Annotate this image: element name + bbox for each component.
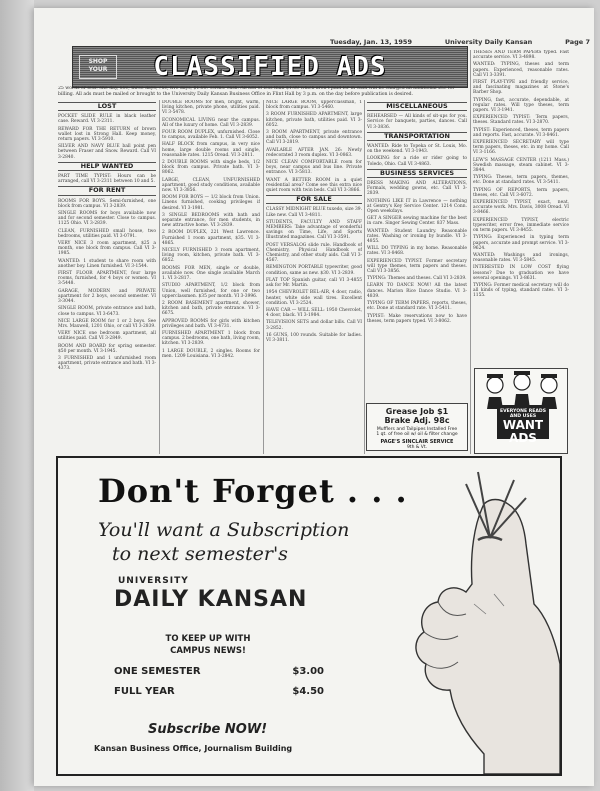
list-item: FLAT TOP Spanish guitar, call VI 3-4855 ask for Mr. Martin. bbox=[266, 277, 362, 289]
list-item: ROOMS FOR BOYS. Semi-furnished, one block from campus. VI 3-2839. bbox=[58, 198, 156, 209]
brake-price: Brake Adj. 98c bbox=[384, 416, 450, 425]
list-item: AVAILABLE AFTER JAN. 26: Newly redecorated 3 room duplex. VI 3-0863. bbox=[266, 147, 362, 158]
sign-line-1: EVERYONE READS bbox=[499, 409, 547, 414]
column-4 bbox=[367, 100, 467, 400]
header-date: Tuesday, Jan. 13, 1959 bbox=[330, 38, 412, 46]
column-rule bbox=[470, 50, 471, 454]
subscribe-now-text: Subscribe NOW! bbox=[148, 722, 268, 737]
list-item: TYPING OF TERM PAPERS, reports, theses, etc. Done at standard rate. VI 3-5411. bbox=[367, 301, 467, 312]
mufflers-line: Mufflers and Tailpipes Installed Free bbox=[376, 427, 458, 432]
rates-intro: 25 words or less: one day, 50c; three days, 75c; five days, $1.00. Terms: cash. All ads of less than $1.00 which aren't paid for in cash will be charged an additional 25c for billing. All ads must be mailed or brought to the University Daily Kansan Business Office in Flint Hall by 3 p.m. on the day before publication is desired. bbox=[58, 86, 455, 97]
grease-price: Grease Job $1 bbox=[385, 407, 449, 416]
dont-forget-headline: Don't Forget . . . bbox=[98, 472, 408, 510]
cartoon-people-icon bbox=[475, 369, 569, 409]
tagline-line-1: You'll want a Subscription bbox=[98, 519, 350, 541]
full-year-price bbox=[114, 686, 324, 697]
list-item: NICE LARGE ROOM, upperclassman, 1 block from campus. VI 3-5460. bbox=[266, 100, 362, 111]
list-item: HALF BLOCK from campus, in very nice home, large double rooms and single, reasonable rates. 1215 Oread. VI 3-2811. bbox=[162, 142, 260, 158]
keep-line-1: TO KEEP UP WITH bbox=[165, 634, 251, 644]
list-item: FIRST FLOOR APARTMENT, four large rooms, furnished, for 4 boys or women. VI 3-5448. bbox=[58, 271, 156, 287]
list-item: WANTED: 1 student to share room with another boy. Linen furnished. VI 3-1544. bbox=[58, 258, 156, 269]
classified-ads-banner bbox=[72, 46, 468, 88]
subscription-ad bbox=[56, 456, 562, 776]
list-item: POCKET SLIDE RULE in black leather case. Reward. VI 3-2311. bbox=[58, 114, 156, 125]
list-item: EXPERIENCED TYPIST: Term papers, theses. Standard rates. VI 3-2870. bbox=[473, 115, 569, 126]
list-item: REWARD FOR THE RETURN of brown wallet lost in Strong Hall. Keep money, return papers. VI 3-5910. bbox=[58, 126, 156, 143]
for-sale-heading: FOR SALE bbox=[266, 195, 362, 204]
list-item: STUDENTS, FACULTY AND STAFF MEMBERS: Take advantage of wonderful savings on Time, Life, and Sports Illustrated magazines. Call VI 3-3591. bbox=[266, 219, 362, 241]
oil-line: 1 qt. of free oil w/ oil & filter change bbox=[376, 432, 458, 437]
business-office-line: Kansan Business Office, Journalism Building bbox=[94, 744, 293, 753]
list-item: ECONOMICAL LIVING near the campus. All of the luxury of home. Call VI 3-2839. bbox=[162, 117, 260, 128]
list-item: REHEARSED — All kinds of sit-ups for you. Service for banquets, parties, dances. Call VI 3-3836. bbox=[367, 114, 467, 130]
list-item: EXPERIENCED TYPIST, electric typewriter, error free, immediate service on term papers. VI 3-8455. bbox=[473, 217, 569, 234]
column-3 bbox=[266, 100, 362, 454]
list-item: LEW'S MASSAGE CENTER (1211 Mass.) Swedish massage, steam cabinet. VI 3-3844. bbox=[473, 157, 569, 174]
list-item: WANT A BETTER ROOM in a quiet residential area? Come see this extra nice quiet room with twin beds. Call VI 3-3866. bbox=[266, 177, 362, 194]
list-item: WANTED: TYPING, theses and term papers. Experienced, reasonable rates. Call VI 3-3391. bbox=[473, 62, 569, 78]
list-item: 3 FURNISHED and 1 unfurnished room apartment, private entrance and bath. VI 3-4373. bbox=[58, 355, 156, 372]
list-item: LARGE, CLEAN, UNFURNISHED apartment, good study conditions, available now. VI 3-3856. bbox=[162, 177, 260, 194]
sign-line-3: WANT ADS bbox=[502, 418, 544, 445]
list-item: 2 ROOM DUPLEX, 221 West Lawrence. Furnished 1 room apartment, $35. VI 3-4865. bbox=[162, 230, 260, 246]
list-item: EXPERIENCED TYPIST. Former secretary will type themes, term papers and theses. Call VI 3-3856. bbox=[367, 258, 467, 275]
list-item: ROOM FOR BOYS — 1/2 block from Union. Linens furnished, cooking privileges if desired. VI 3-1981. bbox=[162, 195, 260, 211]
list-item: NICE LARGE ROOM for 1 or 2 boys. See Mrs. Maxwell, 1201 Ohio, or call VI 3-2839. bbox=[58, 318, 156, 329]
miscellaneous-heading: MISCELLANEOUS bbox=[367, 102, 467, 111]
list-item: WANTED: Student Laundry. Reasonable rates. Washing or ironing by bundle. VI 3-4855. bbox=[367, 228, 467, 245]
list-item: EXPERIENCED TYPIST, exact, neat, accurate work. Mrs. Davis, 3008 Oread. VI 3-8466. bbox=[473, 200, 569, 216]
station-address: 9th & Vt. bbox=[406, 445, 428, 450]
list-item: WANTED: Ride to Topeka or St. Louis, Mo. on the weekend. VI 3-1943. bbox=[367, 144, 467, 155]
column-2 bbox=[162, 100, 260, 454]
list-item: WILL DO TYPING in my home. Reasonable rates. VI 3-8468. bbox=[367, 246, 467, 257]
hand-with-string-icon bbox=[374, 464, 560, 774]
list-item: REMINGTON PORTABLE typewriter, good condition, same as new. $30. VI 3-2839. bbox=[266, 265, 362, 276]
column-1 bbox=[58, 100, 156, 454]
list-item: PART TIME TYPIST: Hours can be arranged, call VI 3-2311 between 10 and 5. bbox=[58, 174, 156, 185]
keep-line-2: CAMPUS NEWS! bbox=[170, 646, 246, 656]
list-item: CLASSY MIDNIGHT BLUE tuxedo, size 39. Like new. Call VI 3-4811. bbox=[266, 207, 362, 218]
list-item: EXPERIENCED SECRETARY will type term papers, theses, etc. in my home. Call VI 3-1166. bbox=[473, 140, 569, 156]
list-item: ROOMS FOR MEN, single or double, available now. One single available March 1. VI 3-2817. bbox=[162, 265, 260, 282]
list-item: INTERESTED IN LOW COST flying lessons? Due to graduation we have several openings. VI 3-8631. bbox=[473, 265, 569, 281]
one-semester-price bbox=[114, 666, 324, 677]
list-item: THESES AND TERM PAPERS typed. Fast accurate service. VI 3-4898. bbox=[473, 50, 569, 61]
list-item: NICE CLEAN COMFORTABLE room for boys, near campus and bus line. Private entrance. VI 3-5813. bbox=[266, 160, 362, 176]
list-item: GARAGE, MODERN and PRIVATE apartment for 2 boys, second semester. VI 3-3044. bbox=[58, 288, 156, 305]
list-item: 3 SINGLE BEDROOMS with bath and separate entrance, for men students, in new attractive home. VI 3-2839. bbox=[162, 212, 260, 229]
list-item: TELEVISION SETS and dollar bills. Call VI 3-2852. bbox=[266, 320, 362, 331]
list-item: WANTED: Washings and ironings, reasonable rates. VI 3-5845. bbox=[473, 252, 569, 264]
list-item: TYPING: Theses, term papers, themes, etc. Done at standard rates. VI 3-5411. bbox=[473, 175, 569, 186]
want-ads-cartoon bbox=[474, 368, 568, 454]
column-rule bbox=[159, 100, 160, 454]
list-item: TYPING, fast, accurate, dependable, at regular rates. Will type theses, term papers. VI 3-1941. bbox=[473, 97, 569, 114]
list-item: SINGLE ROOMS for boys available now and for second semester. Close to campus. 1125 Ohio. VI 3-2839. bbox=[58, 211, 156, 227]
column-5 bbox=[473, 50, 569, 364]
full-year-label: FULL YEAR bbox=[114, 686, 175, 697]
column-rule bbox=[364, 100, 365, 454]
list-item: CLEAN, FURNISHED small house, two bedrooms, utilities paid. VI 3-0791. bbox=[58, 228, 156, 239]
full-year-amount: $4.50 bbox=[292, 686, 324, 697]
list-item: ROOM AND BOARD for spring semester. $50 per month. VI 3-1945. bbox=[58, 343, 156, 354]
daily-kansan-label: DAILY KANSAN bbox=[114, 587, 308, 612]
tagline-line-2: to next semester's bbox=[112, 543, 288, 565]
list-item: TYPING: Experienced in typing term papers, accurate and prompt service. VI 3-9624. bbox=[473, 235, 569, 251]
list-item: GET A SINGER sewing machine for the best in care. Singer Sewing Center. 837 Mass. bbox=[367, 216, 467, 227]
list-item: 3 ROOM FURNISHED APARTMENT, large kitchen, private bath, utilities paid. VI 3-6052. bbox=[266, 112, 362, 128]
want-ads-sign bbox=[497, 405, 549, 445]
one-semester-amount: $3.00 bbox=[292, 666, 324, 677]
list-item: 1 LARGE DOUBLE, 2 singles. Rooms for men. 1209 Louisiana. VI 3-2842. bbox=[162, 348, 260, 359]
list-item: LEARN TO DANCE NOW! All the latest dances. Marion Rice Dance Studio. VI 3-4839. bbox=[367, 283, 467, 299]
list-item: 3 ROOM APARTMENT, private entrance and bath, close to campus and downtown. Call VI 3-2819. bbox=[266, 130, 362, 146]
list-item: STUDIO APARTMENT, 1/2 block from Union, well furnished, for one or two upperclassmen. $35 per month. VI 3-3996. bbox=[162, 283, 260, 299]
column-rule bbox=[263, 100, 264, 454]
list-item: HAVE CAR — WILL SELL: 1950 Chevrolet, 4 door, black. VI 3-1984. bbox=[266, 307, 362, 319]
subscription-tagline bbox=[98, 518, 398, 566]
list-item: TYPING: Themes and theses. Call VI 3-2839. bbox=[367, 276, 467, 282]
list-item: FURNISHED APARTMENT 1 block from campus. 2 bedrooms, one bath, living room, kitchen. VI 3-2839. bbox=[162, 330, 260, 347]
list-item: VERY NICE one bedroom apartment, all utilities paid. Call VI 3-2849. bbox=[58, 331, 156, 342]
list-item: DOUBLE ROOMS for men, bright, warm, living kitchen, private phone, utilities paid. VI 3-5478. bbox=[162, 100, 260, 116]
header-page: Page 7 bbox=[565, 38, 590, 46]
list-item: NOTHING LIKE IT in Lawrence — nothing at Gentry's Key Service Center. 1214 Conn. Open weekdays. bbox=[367, 198, 467, 215]
keep-up-text bbox=[118, 633, 298, 657]
university-label: UNIVERSITY bbox=[118, 576, 189, 586]
for-rent-heading: FOR RENT bbox=[58, 186, 156, 195]
lost-heading: LOST bbox=[58, 102, 156, 111]
list-item: APPROVED ROOMS for girls with kitchen privileges and bath. VI 3-4731. bbox=[162, 318, 260, 329]
list-item: TYPIST: Experienced, theses, term papers and reports. Fast, accurate. VI 3-8461. bbox=[473, 127, 569, 138]
help-wanted-heading: HELP WANTED bbox=[58, 162, 156, 171]
list-item: 16 GUNS, 100 rounds. Suitable for ladies. VI 3-3811. bbox=[266, 332, 362, 343]
shop-your-badge: SHOP YOUR bbox=[79, 55, 117, 79]
one-semester-label: ONE SEMESTER bbox=[114, 666, 201, 677]
list-item: TYPING OF REPORTS, term papers, theses, etc. Call VI 3-6072. bbox=[473, 187, 569, 198]
station-name: PAGE'S SINCLAIR SERVICE bbox=[380, 439, 454, 445]
list-item: NICELY FURNISHED 3 room apartment, living room, kitchen, private bath. VI 3-6852. bbox=[162, 248, 260, 264]
grease-job-ad bbox=[366, 403, 468, 451]
list-item: 2 DOUBLE ROOMS with single beds, 1/2 block from campus. Private bath. VI 3-8062. bbox=[162, 160, 260, 176]
list-item: SINGLE ROOM, private entrance and bath, close to campus. VI 3-6473. bbox=[58, 306, 156, 317]
header-paper: University Daily Kansan bbox=[444, 38, 533, 46]
list-item: DRESS MAKING AND ALTERATIONS, Formals, wedding gowns, etc. Call VI 3-2839. bbox=[367, 181, 467, 197]
list-item: LOOKING for a ride or rider going to Toledo, Ohio. Call VI 3-4863. bbox=[367, 156, 467, 167]
list-item: TYPING: Former medical secretary will do all kinds of typing, standard rates. VI 3-1155. bbox=[473, 282, 569, 299]
list-item: TYPIST: Make reservations now to have theses, term papers typed. VI 3-8062. bbox=[367, 313, 467, 324]
list-item: 2 ROOM BASEMENT apartment, shower, kitchen and bath, private entrance. VI 3-6675. bbox=[162, 300, 260, 317]
list-item: 1954 CHEVROLET BEL-AIR, 4 door, radio, heater, white side wall tires. Excellent condition. VI 3-2524. bbox=[266, 290, 362, 306]
list-item: VERY NICE 3 room apartment, $25 a month, one block from campus. Call VI 3-1985. bbox=[58, 241, 156, 257]
sign-line-2: AND USES bbox=[509, 414, 537, 419]
business-services-heading: BUSINESS SERVICES bbox=[367, 169, 467, 178]
book-binding bbox=[0, 0, 34, 791]
list-item: FIRST PLAY-TYPE and friendly service, and fascinating magazines at Stone's Barber Shop. bbox=[473, 80, 569, 96]
banner-title: CLASSIFIED ADS bbox=[153, 52, 387, 82]
transportation-heading: TRANSPORTATION bbox=[367, 132, 467, 141]
list-item: SILVER AND NAVY BLUE ball point pen between Fraser and Snow. Reward. Call VI 3-2840. bbox=[58, 144, 156, 160]
list-item: POST VERSALOG slide rule. Handbook of Chemistry, Physical Handbook of Chemistry, and other study aids. Call VI 3-4567. bbox=[266, 242, 362, 264]
list-item: FOUR ROOM DUPLEX, unfurnished. Close to campus, available Feb. 1. Call VI 3-6052. bbox=[162, 130, 260, 141]
